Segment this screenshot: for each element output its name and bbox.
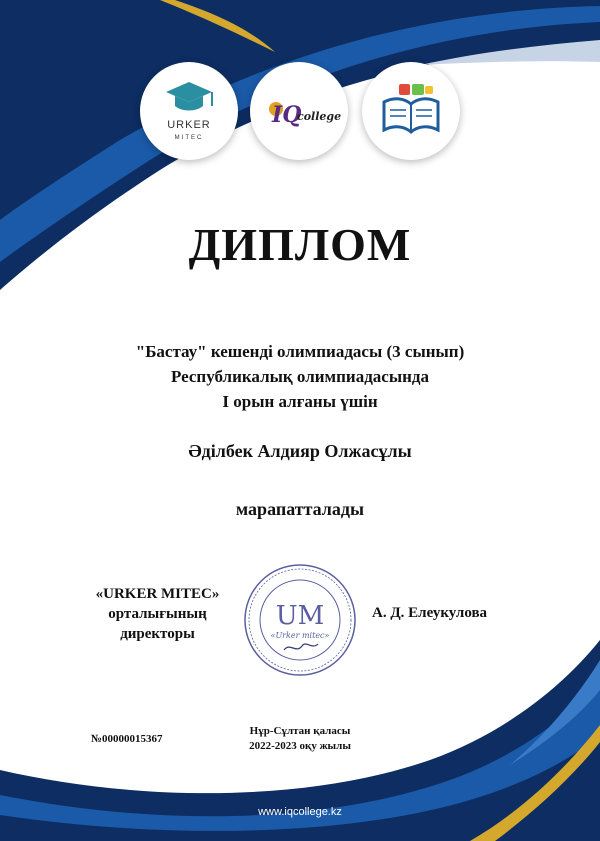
director-org-line2: орталығының <box>108 606 207 622</box>
issue-place <box>200 724 400 754</box>
awarded-text: марапатталады <box>235 499 365 519</box>
director-org: «URKER MITEC» <box>95 586 220 602</box>
urker-logo-word: URKER <box>167 119 211 131</box>
open-book-icon <box>362 62 460 160</box>
academic-year: 2022-2023 оқу жылы <box>249 740 351 752</box>
signer-name: А. Д. Елеукулова <box>372 605 488 621</box>
issue-city: Нұр-Сұлтан қаласы <box>249 725 351 737</box>
graduation-cap-icon <box>140 62 238 160</box>
iq-college-logo <box>250 62 348 160</box>
director-title <box>70 584 245 644</box>
urker-mitec-logo <box>140 62 238 160</box>
stamp-name: «Urker mitec» <box>270 631 330 640</box>
mitec-logo-word: MITEC <box>174 135 204 141</box>
iq-logo-word: IQ <box>272 102 302 128</box>
stamp-initials: UM <box>275 601 325 631</box>
recipient-name: Әділбек Алдияр Олжасұлы <box>188 441 412 461</box>
signature-scribble <box>284 644 318 650</box>
diploma-title: ДИПЛОМ <box>188 219 412 270</box>
director-role: директоры <box>120 626 195 642</box>
website-url: www.iqcollege.kz <box>258 806 342 818</box>
book-logo <box>362 62 460 160</box>
diploma-number: №00000015367 <box>91 733 163 745</box>
olympiad-name: "Бастау" кешенді олимпиадасы (3 сынып) <box>135 342 465 361</box>
olympiad-level: Республикалық олимпиадасында <box>170 367 430 386</box>
place-text: I орын алғаны үшін <box>222 392 378 411</box>
iq-college-mark <box>250 62 348 160</box>
official-stamp <box>242 562 358 678</box>
college-logo-word: college <box>297 110 342 123</box>
